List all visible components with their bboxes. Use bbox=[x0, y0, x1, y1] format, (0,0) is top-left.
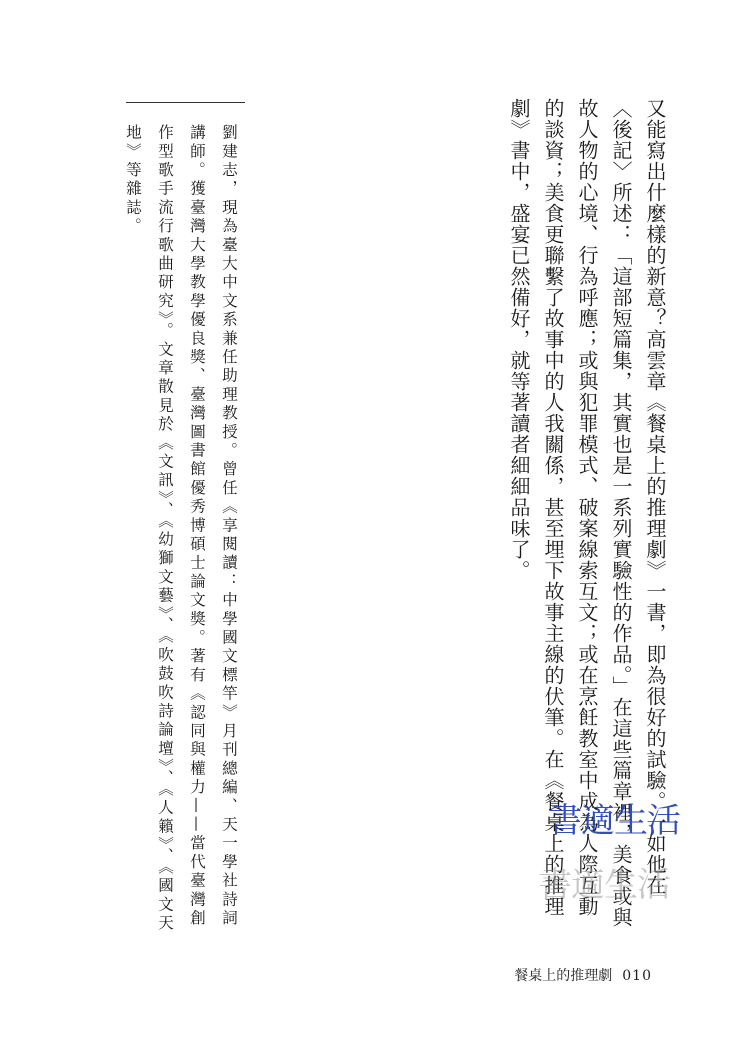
page-footer bbox=[514, 965, 652, 985]
footnote-divider bbox=[126, 102, 245, 103]
author-bio-paragraph: 劉建志，現為臺大中文系兼任助理教授。曾任《享閱讀：中學國文標竿》月刊總編、天一學社詩詞講師。獲臺灣大學教學優良獎、臺灣圖書館優秀博碩士論文獎。著有《認同與權力——當代臺灣創作型歌手流行歌曲研究》。文章散見於《文訊》、《幼獅文藝》、《吹鼓吹詩論壇》、《人籟》、《國文天地》等雜誌。 bbox=[124, 124, 238, 934]
running-title: 餐桌上的推理劇 bbox=[514, 968, 613, 984]
author-bio bbox=[117, 124, 245, 944]
watermark-logo-shadow: 書適生活 bbox=[538, 865, 670, 905]
watermark-logo: 書適生活 bbox=[548, 801, 680, 841]
page-number: 010 bbox=[622, 968, 652, 984]
main-paragraph: 又能寫出什麼樣的新意？高雲章《餐桌上的推理劇》一書，即為很好的試驗。一如他在〈後記〉所述：「這部短篇集，其實也是一系列實驗性的作品。」在這些篇章裡，美食或與故人物的心境、行為呼應；或與犯罪模式、破案線索互文；或在烹飪教室中成為人際互動的談資；美食更聯繫了故事中的人我關係，甚至埋下故事主線的伏筆。在《餐桌上的推理劇》書中，盛宴已然備好，就等著讀者細細品味了。 bbox=[507, 98, 667, 928]
